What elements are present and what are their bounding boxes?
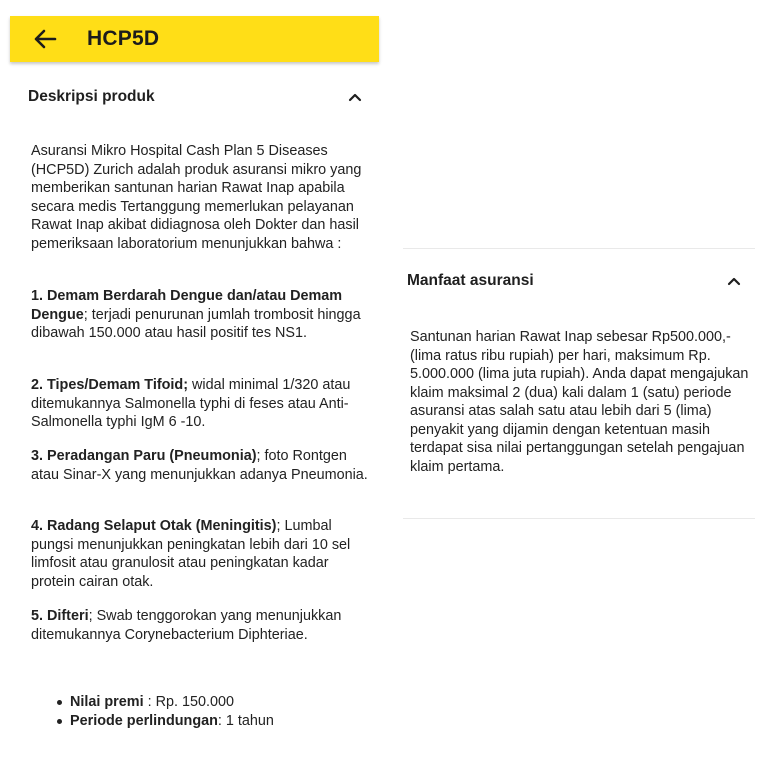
list-item-premi	[54, 693, 374, 712]
premi-value: : Rp. 150.000	[143, 694, 234, 710]
disease-item-title: 5. Difteri	[31, 608, 89, 624]
premi-label: Nilai premi	[70, 694, 144, 710]
divider	[403, 518, 755, 519]
disease-item-2	[31, 376, 371, 432]
arrow-left-icon	[33, 29, 57, 49]
deskripsi-intro-text: Asuransi Mikro Hospital Cash Plan 5 Diseases (HCP5D) Zurich adalah produk asuransi mikro yang memberikan santunan harian Rawat Inap apabila secara medis Tertanggung memerlukan pelayanan Rawat Inap akibat didiagnosa oleh Dokter dan hasil pemeriksaan laboratorium menunjukkan bahwa :	[31, 143, 362, 252]
manfaat-text: Santunan harian Rawat Inap sebesar Rp500.000,- (lima ratus ribu rupiah) per hari, maksimum Rp. 5.000.000 (lima juta rupiah). Anda dapat mengajukan klaim maksimal 2 (dua) kali dalam 1 (satu) periode asuransi atas salah satu atau lebih dari 5 (lima) penyakit yang dijamin dengan ketentuan masih terdapat sisa nilai pertanggungan setelah pengajuan klaim pertama.	[410, 329, 749, 475]
deskripsi-section-header[interactable]	[28, 86, 368, 108]
page-title: HCP5D	[87, 27, 160, 50]
disease-item-title: 4. Radang Selaput Otak (Meningitis)	[31, 518, 277, 534]
disease-item-desc: widal minimal 1/320 atau ditemukannya Salmonella typhi di feses atau Anti-Salmonella typhi IgM 6 -10.	[31, 377, 351, 430]
disease-item-title: 3. Peradangan Paru (Pneumonia)	[31, 448, 257, 464]
divider	[403, 248, 755, 249]
disease-item-5	[31, 607, 371, 644]
disease-item-3	[31, 447, 371, 484]
list-item-periode	[54, 712, 374, 731]
disease-item-desc: ; Lumbal pungsi menunjukkan peningkatan lebih dari 10 sel limfosit atau granulosit atau peningkatan kadar protein cairan otak.	[31, 518, 351, 590]
disease-item-title: 2. Tipes/Demam Tifoid;	[31, 377, 189, 393]
periode-label: Periode perlindungan	[70, 713, 218, 729]
deskripsi-section-title: Deskripsi produk	[28, 88, 155, 105]
manfaat-section-header[interactable]	[407, 270, 747, 292]
manfaat-description	[410, 328, 750, 476]
premium-info-list	[54, 693, 374, 731]
back-button[interactable]	[28, 23, 62, 55]
app-bar	[10, 16, 379, 62]
manfaat-section-title: Manfaat asuransi	[407, 272, 534, 289]
disease-item-title: 1. Demam Berdarah Dengue dan/atau Demam Dengue	[31, 288, 343, 323]
periode-value: : 1 tahun	[217, 713, 274, 729]
disease-item-1	[31, 287, 371, 343]
disease-item-4	[31, 517, 371, 591]
disease-item-desc: ; Swab tenggorokan yang menunjukkan ditemukannya Corynebacterium Diphteriae.	[31, 608, 342, 643]
deskripsi-intro	[31, 142, 371, 253]
chevron-up-icon[interactable]	[348, 92, 362, 102]
disease-item-desc: ; foto Rontgen atau Sinar-X yang menunjukkan adanya Pneumonia.	[31, 448, 368, 483]
disease-item-desc: ; terjadi penurunan jumlah trombosit hingga dibawah 150.000 atau hasil positif tes NS1.	[31, 306, 361, 341]
chevron-up-icon[interactable]	[727, 276, 741, 286]
